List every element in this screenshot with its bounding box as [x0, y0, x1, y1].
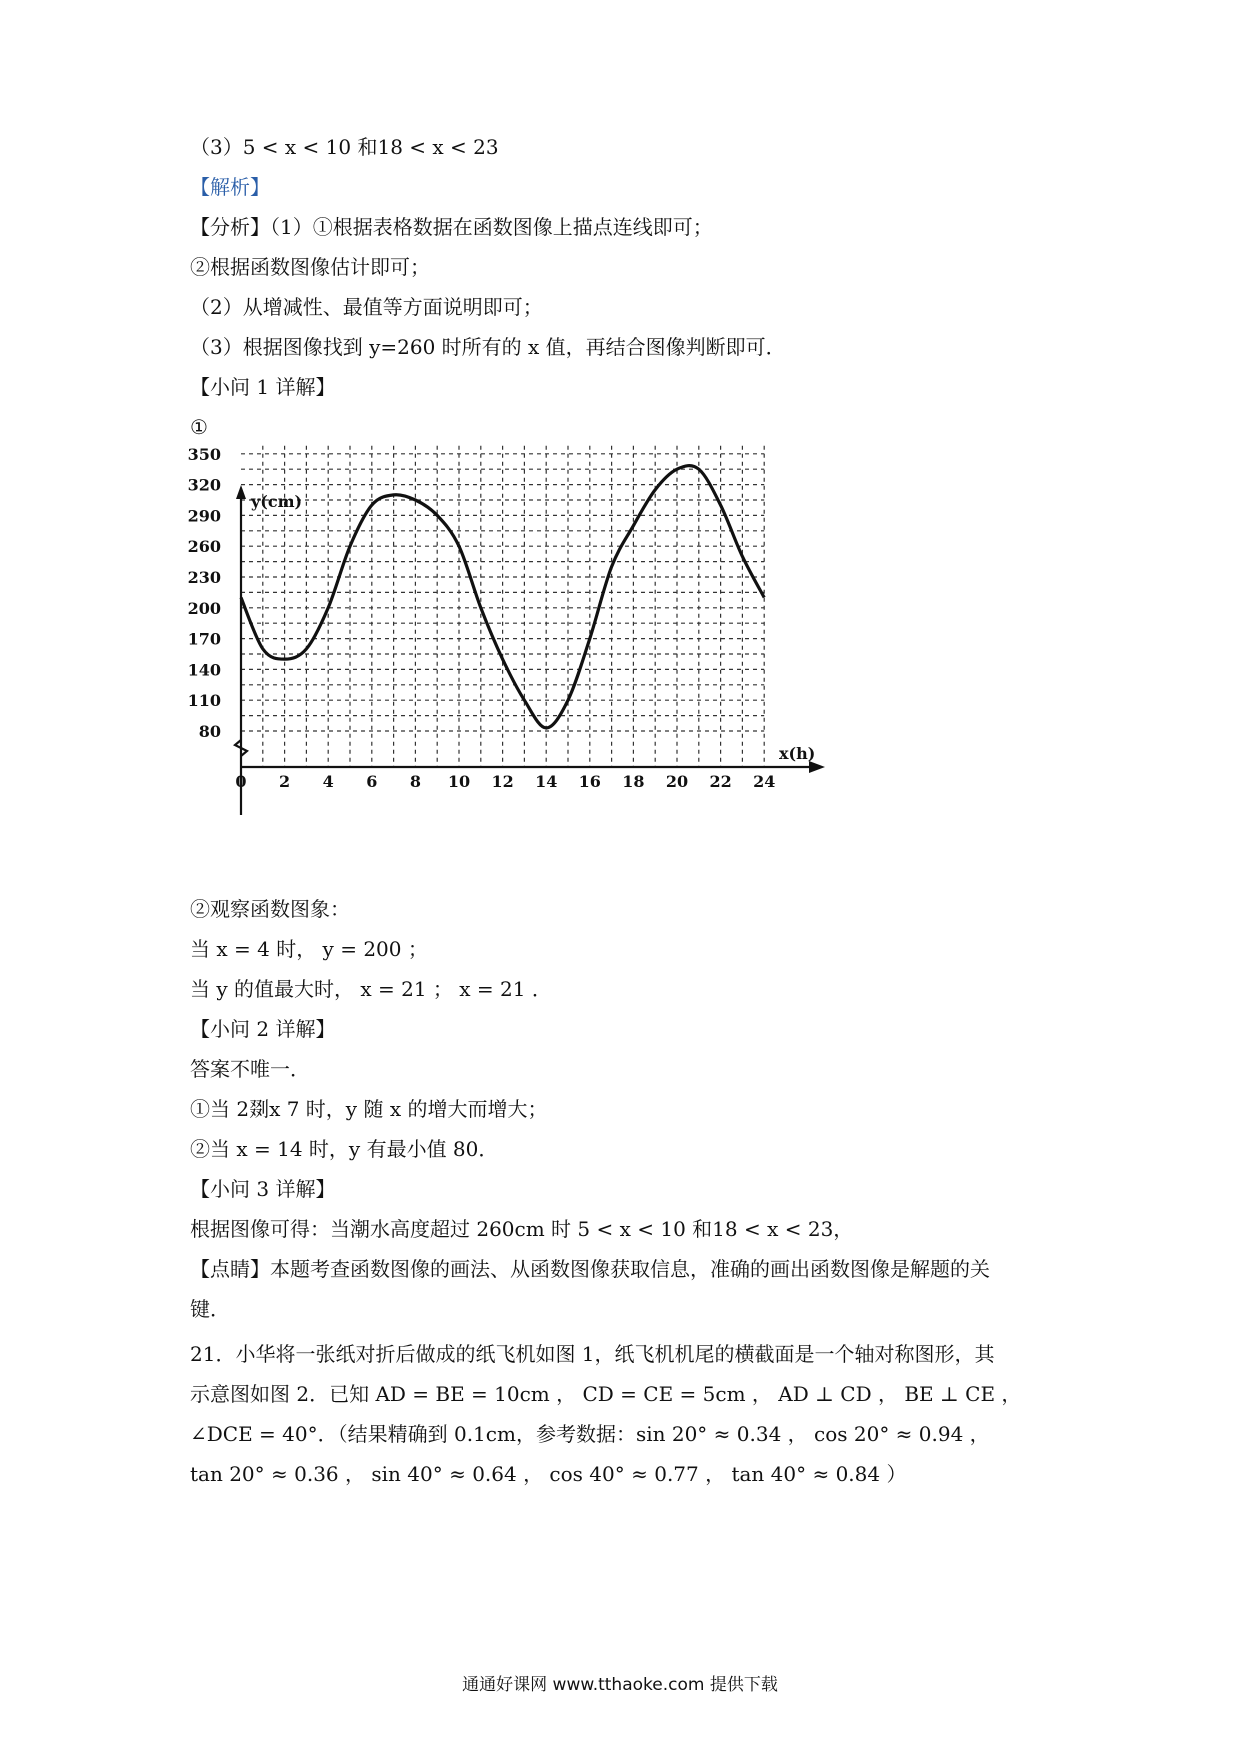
y-tick-labels [188, 445, 221, 741]
property-2: ②当 x = 14 时，y 有最小值 80． [190, 1137, 499, 1161]
x-tick-label: 16 [578, 772, 601, 791]
x-tick-label: 24 [753, 772, 776, 791]
subquestion-2-heading: 【小问 2 详解】 [190, 1017, 336, 1041]
x-tick-labels [235, 772, 775, 791]
y-tick-label: 230 [187, 568, 221, 587]
x-tick-label: 14 [535, 772, 558, 791]
y-tick-label: 320 [187, 475, 221, 495]
x-tick-label: 2 [279, 772, 291, 791]
x-tick-label: 4 [322, 772, 334, 791]
x-tick-label: 18 [622, 772, 645, 791]
comment-line-1: 【点睛】本题考查函数图像的画法、从函数图像获取信息，准确的画出函数图像是解题的关 [190, 1257, 990, 1281]
x-tick-label: 12 [491, 772, 514, 791]
problem-21-line-1: 21．小华将一张纸对折后做成的纸飞机如图 1，纸飞机机尾的横截面是一个轴对称图形，其 [190, 1342, 995, 1366]
y-tick-label: 260 [187, 537, 221, 557]
footer: 通通好课网 www.tthaoke.com 提供下载 [462, 1675, 778, 1695]
answer-part3: （3）5 < x < 10 和18 < x < 23 [190, 135, 499, 159]
analysis-line-2: ②根据函数图像估计即可； [190, 255, 430, 279]
y-axis-arrow [236, 485, 246, 499]
x-tick-label: 20 [665, 772, 689, 791]
y-tick-label: 290 [187, 506, 221, 526]
problem-21-line-3: ∠DCE = 40°．（结果精确到 0.1cm，参考数据：sin 20° ≈ 0.34 ， cos 20° ≈ 0.94 ， [190, 1422, 990, 1446]
section-analysis: 【解析】 [190, 175, 270, 199]
y-tick-label: 110 [187, 691, 221, 711]
y-axis-label: y(cm) [251, 492, 303, 511]
x-tick-label: 22 [709, 772, 732, 791]
observe-line: ②观察函数图象： [190, 897, 350, 921]
comment-line-2: 键． [190, 1297, 230, 1321]
subquestion-1-heading: 【小问 1 详解】 [190, 375, 336, 399]
y-tick-label: 200 [187, 598, 221, 618]
analysis-line-3: （2）从增减性、最值等方面说明即可； [190, 295, 543, 319]
answer-note: 答案不唯一． [190, 1057, 310, 1081]
problem-21-line-2: 示意图如图 2．已知 AD = BE = 10cm ， CD = CE = 5cm ， AD ⊥ CD ， BE ⊥ CE ， [190, 1382, 1022, 1406]
y-tick-label: 350 [187, 444, 221, 464]
y-tick-label: 80 [198, 722, 221, 741]
chart-axes [235, 485, 825, 815]
analysis-line-4: （3）根据图像找到 y=260 时所有的 x 值，再结合图像判断即可． [190, 335, 786, 359]
x-tick-label: 6 [366, 772, 378, 791]
y-tick-label: 140 [187, 660, 221, 680]
problem-21-line-4: tan 20° ≈ 0.36 ， sin 40° ≈ 0.64 ， cos 40° ≈ 0.77 ， tan 40° ≈ 0.84 ） [190, 1462, 907, 1486]
subquestion-3-heading: 【小问 3 详解】 [190, 1177, 336, 1201]
x-tick-label: 0 [235, 772, 247, 791]
analysis-line-1: 【分析】（1）①根据表格数据在函数图像上描点连线即可； [190, 215, 713, 239]
circle-one: ① [190, 415, 208, 439]
property-1: ①当 2剟x 7 时，y 随 x 的增大而增大； [190, 1097, 548, 1121]
y-tick-label: 170 [187, 629, 221, 649]
subquestion-3-answer: 根据图像可得：当潮水高度超过 260cm 时 5 < x < 10 和18 < x < 23， [190, 1217, 854, 1241]
tide-height-chart [187, 444, 863, 830]
observe-result-1: 当 x = 4 时， y = 200 ； [190, 937, 428, 961]
x-tick-label: 10 [447, 772, 471, 791]
x-axis-label: x(h) [779, 744, 816, 763]
x-tick-label: 8 [409, 772, 421, 791]
chart-grid [241, 446, 764, 767]
observe-result-2: 当 y 的值最大时， x = 21 ； x = 21 ． [190, 977, 552, 1001]
